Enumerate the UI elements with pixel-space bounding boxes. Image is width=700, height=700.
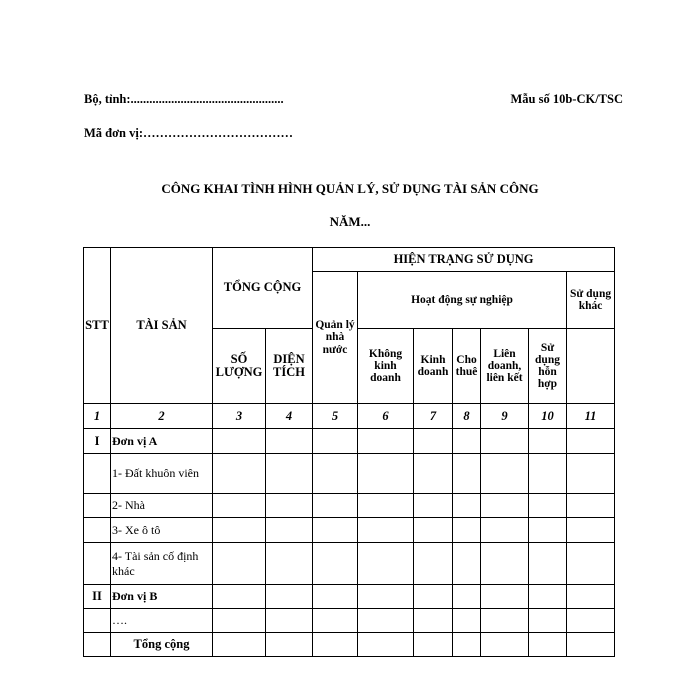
row-stt xyxy=(84,494,111,518)
row-asset: 1- Đất khuôn viên xyxy=(111,454,213,494)
header-joint-venture: Liên doanh, liên kết xyxy=(481,329,529,404)
column-number: 6 xyxy=(358,404,414,429)
row-asset: Đơn vị B xyxy=(111,585,213,609)
year-line: NĂM... xyxy=(329,214,371,229)
header-stt: STT xyxy=(84,248,111,404)
table-row xyxy=(84,518,615,543)
table-row xyxy=(84,454,615,494)
table-row xyxy=(84,494,615,518)
column-number: 11 xyxy=(567,404,615,429)
row-stt: I xyxy=(84,429,111,454)
column-number: 3 xyxy=(213,404,266,429)
column-number: 5 xyxy=(313,404,358,429)
table-row xyxy=(84,609,615,633)
row-stt xyxy=(84,454,111,494)
header-other-use-blank xyxy=(567,329,615,404)
header-other-use: Sử dụng khác xyxy=(567,272,615,329)
column-number: 4 xyxy=(266,404,313,429)
column-number: 9 xyxy=(481,404,529,429)
header-area: DIỆN TÍCH xyxy=(266,329,313,404)
column-number: 8 xyxy=(453,404,481,429)
header-lease: Cho thuê xyxy=(453,329,481,404)
row-stt xyxy=(84,543,111,585)
column-number: 2 xyxy=(111,404,213,429)
column-number: 10 xyxy=(529,404,567,429)
row-asset: …. xyxy=(111,609,213,633)
table-row-total xyxy=(84,633,615,657)
column-number-row xyxy=(84,404,615,429)
row-asset: 2- Nhà xyxy=(111,494,213,518)
unit-code-field: Mã đơn vị:……………………………… xyxy=(84,126,294,140)
row-asset-total: Tổng cộng xyxy=(111,633,213,657)
row-stt xyxy=(84,633,111,657)
column-number: 7 xyxy=(414,404,453,429)
header-business: Kinh doanh xyxy=(414,329,453,404)
row-asset: 3- Xe ô tô xyxy=(111,518,213,543)
form-code: Mẫu số 10b-CK/TSC xyxy=(510,92,623,106)
table-row xyxy=(84,585,615,609)
header-mixed-use: Sử dụng hỗn hợp xyxy=(529,329,567,404)
header-state-management: Quản lý nhà nước xyxy=(313,272,358,404)
row-stt xyxy=(84,609,111,633)
header-quantity: SỐ LƯỢNG xyxy=(213,329,266,404)
row-asset: 4- Tài sản cố định khác xyxy=(111,543,213,585)
ministry-province-field: Bộ, tỉnh:................................................. xyxy=(84,92,284,106)
row-stt xyxy=(84,518,111,543)
header-total: TỔNG CỘNG xyxy=(213,248,313,329)
row-asset: Đơn vị A xyxy=(111,429,213,454)
row-stt: II xyxy=(84,585,111,609)
table-row xyxy=(84,429,615,454)
header-public-service: Hoạt động sự nghiệp xyxy=(358,272,567,329)
document-title: CÔNG KHAI TÌNH HÌNH QUẢN LÝ, SỬ DỤNG TÀI SẢN CÔNG xyxy=(161,181,539,196)
header-asset: TÀI SẢN xyxy=(111,248,213,404)
asset-usage-table xyxy=(83,247,615,657)
column-number: 1 xyxy=(84,404,111,429)
header-usage-status: HIỆN TRẠNG SỬ DỤNG xyxy=(313,248,615,272)
table-row xyxy=(84,543,615,585)
header-non-business: Không kinh doanh xyxy=(358,329,414,404)
